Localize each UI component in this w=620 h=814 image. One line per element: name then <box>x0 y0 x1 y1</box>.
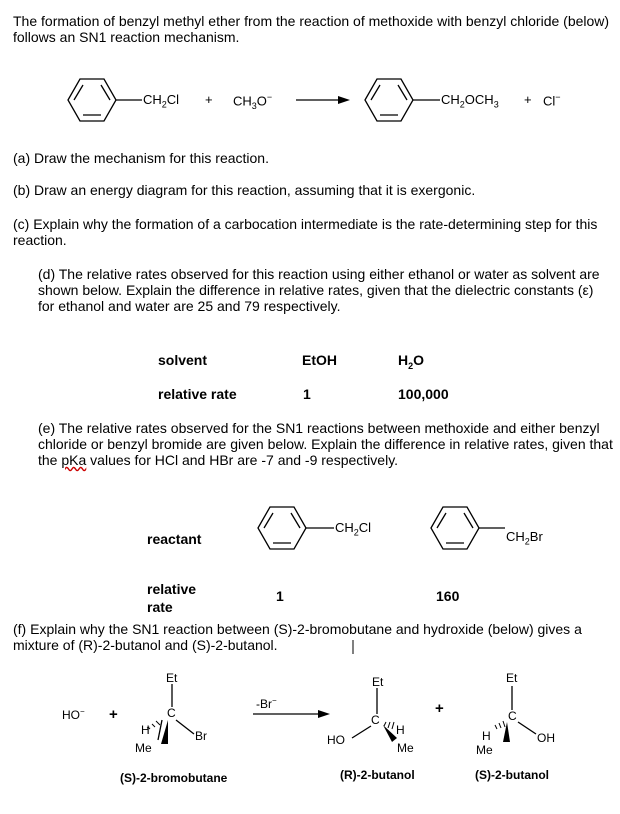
me-label-3: Me <box>476 743 493 757</box>
table1-etoh: EtOH <box>302 352 337 368</box>
name-r-butanol: (R)-2-butanol <box>340 768 415 782</box>
question-b: (b) Draw an energy diagram for this reaction, assuming that it is exergonic. <box>13 182 476 198</box>
plus-sign-4: + <box>435 700 444 717</box>
plus-sign-3: + <box>109 706 118 723</box>
table1-h2o-rate: 100,000 <box>398 386 449 402</box>
c-label-3: C <box>508 709 517 723</box>
question-e: (e) The relative rates observed for the SN1 reactions between methoxide and either benzyl chloride or benzyl bromide are given below. Explain the difference in relative rates, given that the pKa values for HCl and HBr are -7 and -9 respectively. <box>38 420 613 468</box>
br-label: Br <box>195 729 207 743</box>
benzene-ring-benzyl-chloride <box>258 507 334 549</box>
me-label-2: Me <box>397 741 414 755</box>
et-label-1: Et <box>166 671 178 685</box>
oh-label: OH <box>537 731 555 745</box>
table1-etoh-rate: 1 <box>303 386 311 402</box>
table1-h2o: $H_2O$ <box>398 352 425 371</box>
h-label-1: H <box>141 723 150 737</box>
et-label-3: Et <box>506 671 518 685</box>
question-f: (f) Explain why the SN1 reaction between (S)-2-bromobutane and hydroxide (below) gives a mixture of (R)-2-butanol and (S)-2-butanol. <box>13 621 582 653</box>
wedge-bond-1 <box>161 720 168 744</box>
name-s-butanol: (S)-2-butanol <box>475 768 549 782</box>
table2-chloride-rate: 1 <box>276 588 284 604</box>
wedge-bond-2 <box>383 725 397 742</box>
table1-solvent-label: solvent <box>158 352 208 368</box>
c-label-1: C <box>167 706 176 720</box>
plus-sign-1: + <box>205 92 213 107</box>
table2-rate-label-1: relative <box>147 581 197 597</box>
arrow-head-2 <box>318 710 330 718</box>
table2-bromide-rate: 160 <box>436 588 460 604</box>
hydroxide-label: HO− <box>62 707 85 722</box>
methoxide-label: $CH_3O^-$ <box>233 92 273 111</box>
leaving-group-label: -Br− <box>256 696 277 711</box>
h-label-2: H <box>396 723 405 737</box>
table2-bromide: $CH_2Br$ <box>506 529 543 547</box>
et-label-2: Et <box>372 675 384 689</box>
benzene-ring-product <box>365 79 440 121</box>
chloride-label: Cl− <box>543 92 561 109</box>
question-c: (c) Explain why the formation of a carbocation intermediate is the rate-determining step for this reaction. <box>13 216 598 248</box>
intro-text: The formation of benzyl methyl ether from the reaction of methoxide with benzyl chloride (below) follows an SN1 reaction mechanism. <box>13 13 610 45</box>
reactant-label: $CH_2Cl$ <box>143 92 180 110</box>
table1-rate-label: relative rate <box>158 386 237 402</box>
question-d: (d) The relative rates observed for this reaction using either ethanol or water as solvent are shown below. Explain the difference in relative rates, given that the dielectric constants (ε) for ethanol and water are 25 and 79 respectively. <box>38 266 600 314</box>
ho-label: HO <box>327 733 345 747</box>
h-label-3: H <box>482 729 491 743</box>
product-label: $CH_2OCH_3$ <box>441 92 499 110</box>
name-s-bromobutane: (S)-2-bromobutane <box>120 771 228 785</box>
me-label-1: Me <box>135 741 152 755</box>
c-label-2: C <box>371 713 380 727</box>
question-a: (a) Draw the mechanism for this reaction. <box>13 150 269 166</box>
plus-sign-2: + <box>524 92 532 107</box>
table2-chloride: $CH_2Cl$ <box>335 520 372 538</box>
table2-rate-label-2: rate <box>147 599 173 615</box>
benzene-ring-reactant <box>68 79 142 121</box>
benzene-ring-benzyl-bromide <box>431 507 505 549</box>
table2-reactant-label: reactant <box>147 531 202 547</box>
arrow-head-1 <box>338 96 350 104</box>
